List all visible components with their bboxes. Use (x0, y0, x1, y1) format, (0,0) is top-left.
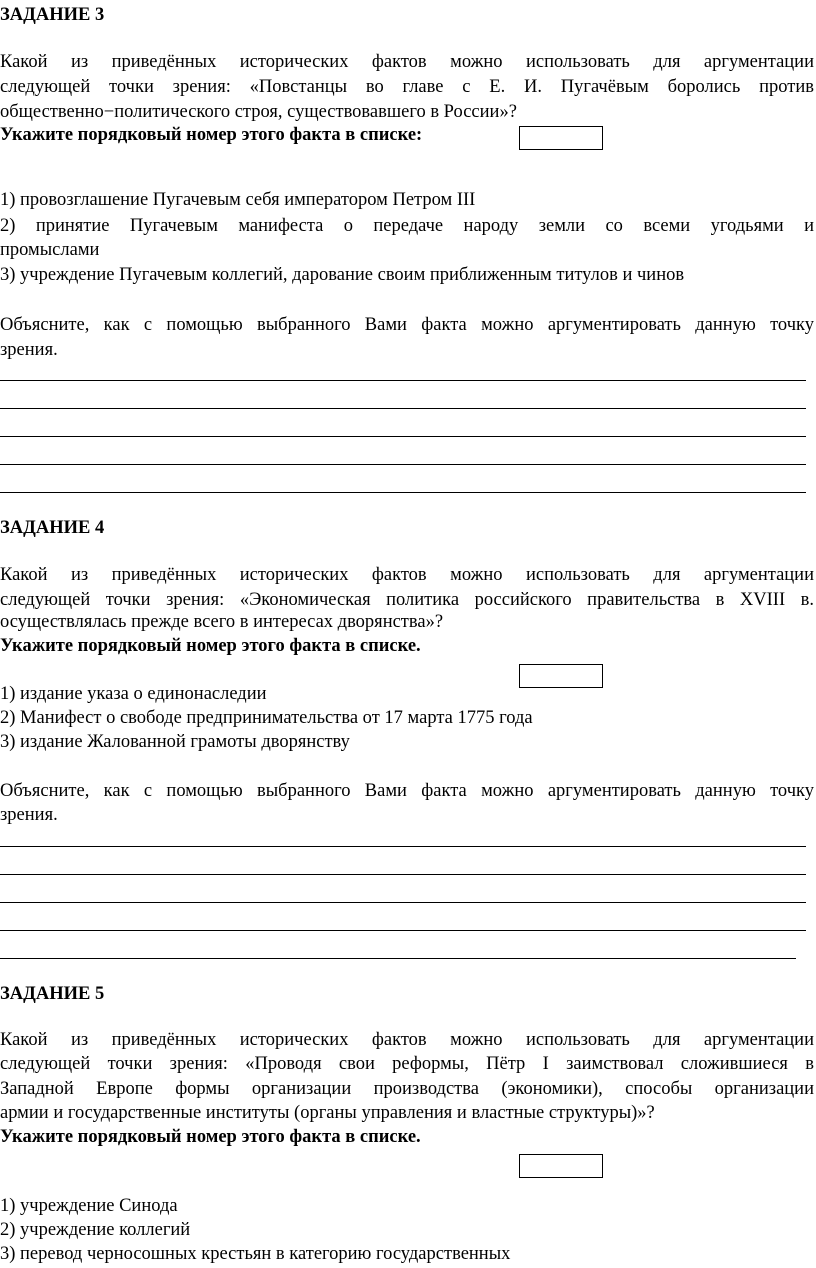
task-3-option-2: 2) принятие Пугачевым манифеста о передаче народу земли со всеми угодьями и (0, 216, 814, 236)
task-3-question-line-2: следующей точки зрения: «Повстанцы во главе с Е. И. Пугачёвым боролись против (0, 77, 814, 97)
task-4-option-1: 1) издание указа о единонаследии (0, 684, 267, 704)
task-5-question-line-2: следующей точки зрения: «Проводя свои реформы, Пётр I заимствовал сложившиеся в (0, 1054, 814, 1074)
task-3-answer-line-5[interactable] (0, 492, 806, 493)
task-4-title: ЗАДАНИЕ 4 (0, 518, 105, 538)
task-5-question-line-4: армии и государственные институты (органы управления и властные структуры)»? (0, 1103, 655, 1123)
task-5-question-line-1: Какой из приведённых исторических фактов можно использовать для аргументации (0, 1030, 814, 1050)
task-3-answer-line-3[interactable] (0, 436, 806, 437)
task-4-option-3: 3) издание Жалованной грамоты дворянству (0, 732, 350, 752)
task-3-answer-line-2[interactable] (0, 408, 806, 409)
task-5-instruction: Укажите порядковый номер этого факта в списке. (0, 1127, 421, 1147)
task-3-instruction: Укажите порядковый номер этого факта в списке: (0, 125, 423, 145)
task-5-title: ЗАДАНИЕ 5 (0, 984, 105, 1004)
task-3-title: ЗАДАНИЕ 3 (0, 5, 105, 25)
task-3-answer-line-1[interactable] (0, 380, 806, 381)
task-4-question-line-1: Какой из приведённых исторических фактов можно использовать для аргументации (0, 565, 814, 585)
task-3-explain-line-2: зрения. (0, 340, 58, 360)
task-4-question-line-3: осуществлялась прежде всего в интересах дворянства»? (0, 612, 444, 632)
task-3-question-line-3: общественно−политического строя, существовавшего в России»? (0, 102, 517, 122)
task-4-option-2: 2) Манифест о свободе предпринимательства от 17 марта 1775 года (0, 708, 533, 728)
task-4-answer-line-5[interactable] (0, 958, 796, 959)
task-3-question-line-1: Какой из приведённых исторических фактов можно использовать для аргументации (0, 52, 814, 72)
task-4-answer-line-4[interactable] (0, 930, 806, 931)
task-4-question-line-2: следующей точки зрения: «Экономическая политика российского правительства в XVIII в. (0, 590, 814, 610)
task-5-option-3: 3) перевод черносошных крестьян в категорию государственных (0, 1244, 511, 1264)
task-5-option-1: 1) учреждение Синода (0, 1196, 178, 1216)
task-3-answer-line-4[interactable] (0, 464, 806, 465)
task-3-option-2-cont: промыслами (0, 240, 100, 260)
task-4-answer-line-1[interactable] (0, 846, 806, 847)
task-3-option-1: 1) провозглашение Пугачевым себя императором Петром III (0, 190, 476, 210)
task-3-answer-box[interactable] (519, 126, 603, 150)
task-3-explain-line-1: Объясните, как с помощью выбранного Вами факта можно аргументировать данную точку (0, 315, 814, 335)
task-5-answer-box[interactable] (519, 1154, 603, 1178)
task-5-option-2: 2) учреждение коллегий (0, 1220, 191, 1240)
task-4-explain-line-2: зрения. (0, 805, 58, 825)
task-4-answer-box[interactable] (519, 664, 603, 688)
task-4-instruction: Укажите порядковый номер этого факта в списке. (0, 636, 421, 656)
task-4-answer-line-2[interactable] (0, 874, 806, 875)
task-4-explain-line-1: Объясните, как с помощью выбранного Вами факта можно аргументировать данную точку (0, 781, 814, 801)
task-3-option-3: 3) учреждение Пугачевым коллегий, дарование своим приближенным титулов и чинов (0, 265, 685, 285)
task-4-answer-line-3[interactable] (0, 902, 806, 903)
task-5-question-line-3: Западной Европе формы организации производства (экономики), способы организации (0, 1079, 814, 1099)
